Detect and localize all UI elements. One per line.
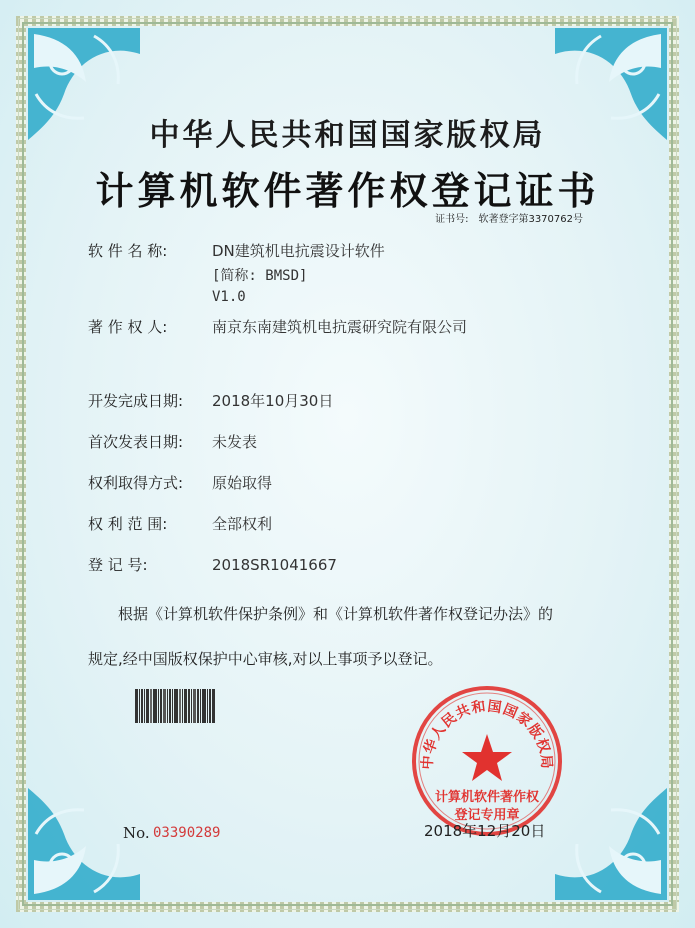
- registration-number-value: 2018SR1041667: [212, 556, 337, 574]
- rights-scope-value: 全部权利: [212, 515, 273, 533]
- cert-no-label: 证书号:: [435, 214, 469, 225]
- registration-number-label: 登 记 号:: [88, 556, 148, 574]
- inner-border: [22, 22, 673, 906]
- seal-line-1: 计算机软件著作权: [434, 790, 539, 805]
- field-rights-scope: [88, 513, 272, 534]
- corner-ornament-icon: [551, 784, 671, 904]
- official-seal: [410, 684, 564, 838]
- first-publish-label: 首次发表日期:: [88, 433, 184, 451]
- barcode: [135, 689, 235, 723]
- owner-value: 南京东南建筑机电抗震研究院有限公司: [212, 318, 468, 336]
- certificate-number: [435, 210, 583, 225]
- seal-ring-text: 中华人民共和国国家版权局: [419, 698, 555, 771]
- rights-scope-label: 权 利 范 围:: [88, 515, 168, 533]
- software-name-value: DN建筑机电抗震设计软件: [212, 242, 385, 260]
- first-publish-value: 未发表: [212, 433, 258, 451]
- field-owner: [88, 316, 467, 337]
- acquire-method-label: 权利取得方式:: [88, 474, 184, 492]
- software-short-name: [简称: BMSD]: [212, 268, 308, 284]
- cert-no-value: 软著登字第3370762号: [478, 214, 583, 225]
- acquire-method-value: 原始取得: [212, 474, 273, 492]
- serial-label: No.: [123, 824, 150, 842]
- statement-line-2: 规定,经中国版权保护中心审核,对以上事项予以登记。: [88, 650, 443, 668]
- field-registration-number: [88, 554, 337, 575]
- field-software-name: [88, 240, 385, 305]
- corner-ornament-icon: [24, 784, 144, 904]
- field-acquire-method: [88, 472, 272, 493]
- serial-number: 03390289: [153, 825, 221, 841]
- issue-date: 2018年12月20日: [424, 822, 546, 840]
- field-dev-date: [88, 390, 333, 411]
- statement-line-1: 根据《计算机软件保护条例》和《计算机软件著作权登记办法》的: [118, 605, 554, 623]
- software-version: V1.0: [212, 289, 246, 305]
- issuer-title: 中华人民共和国国家版权局: [149, 118, 546, 153]
- dev-date-value: 2018年10月30日: [212, 392, 334, 410]
- field-first-publish: [88, 431, 257, 452]
- owner-label: 著 作 权 人:: [88, 318, 168, 336]
- dev-date-label: 开发完成日期:: [88, 392, 184, 410]
- software-name-label: 软 件 名 称:: [88, 242, 168, 260]
- certificate-title: 计算机软件著作权登记证书: [95, 168, 600, 213]
- seal-line-2: 登记专用章: [454, 808, 520, 823]
